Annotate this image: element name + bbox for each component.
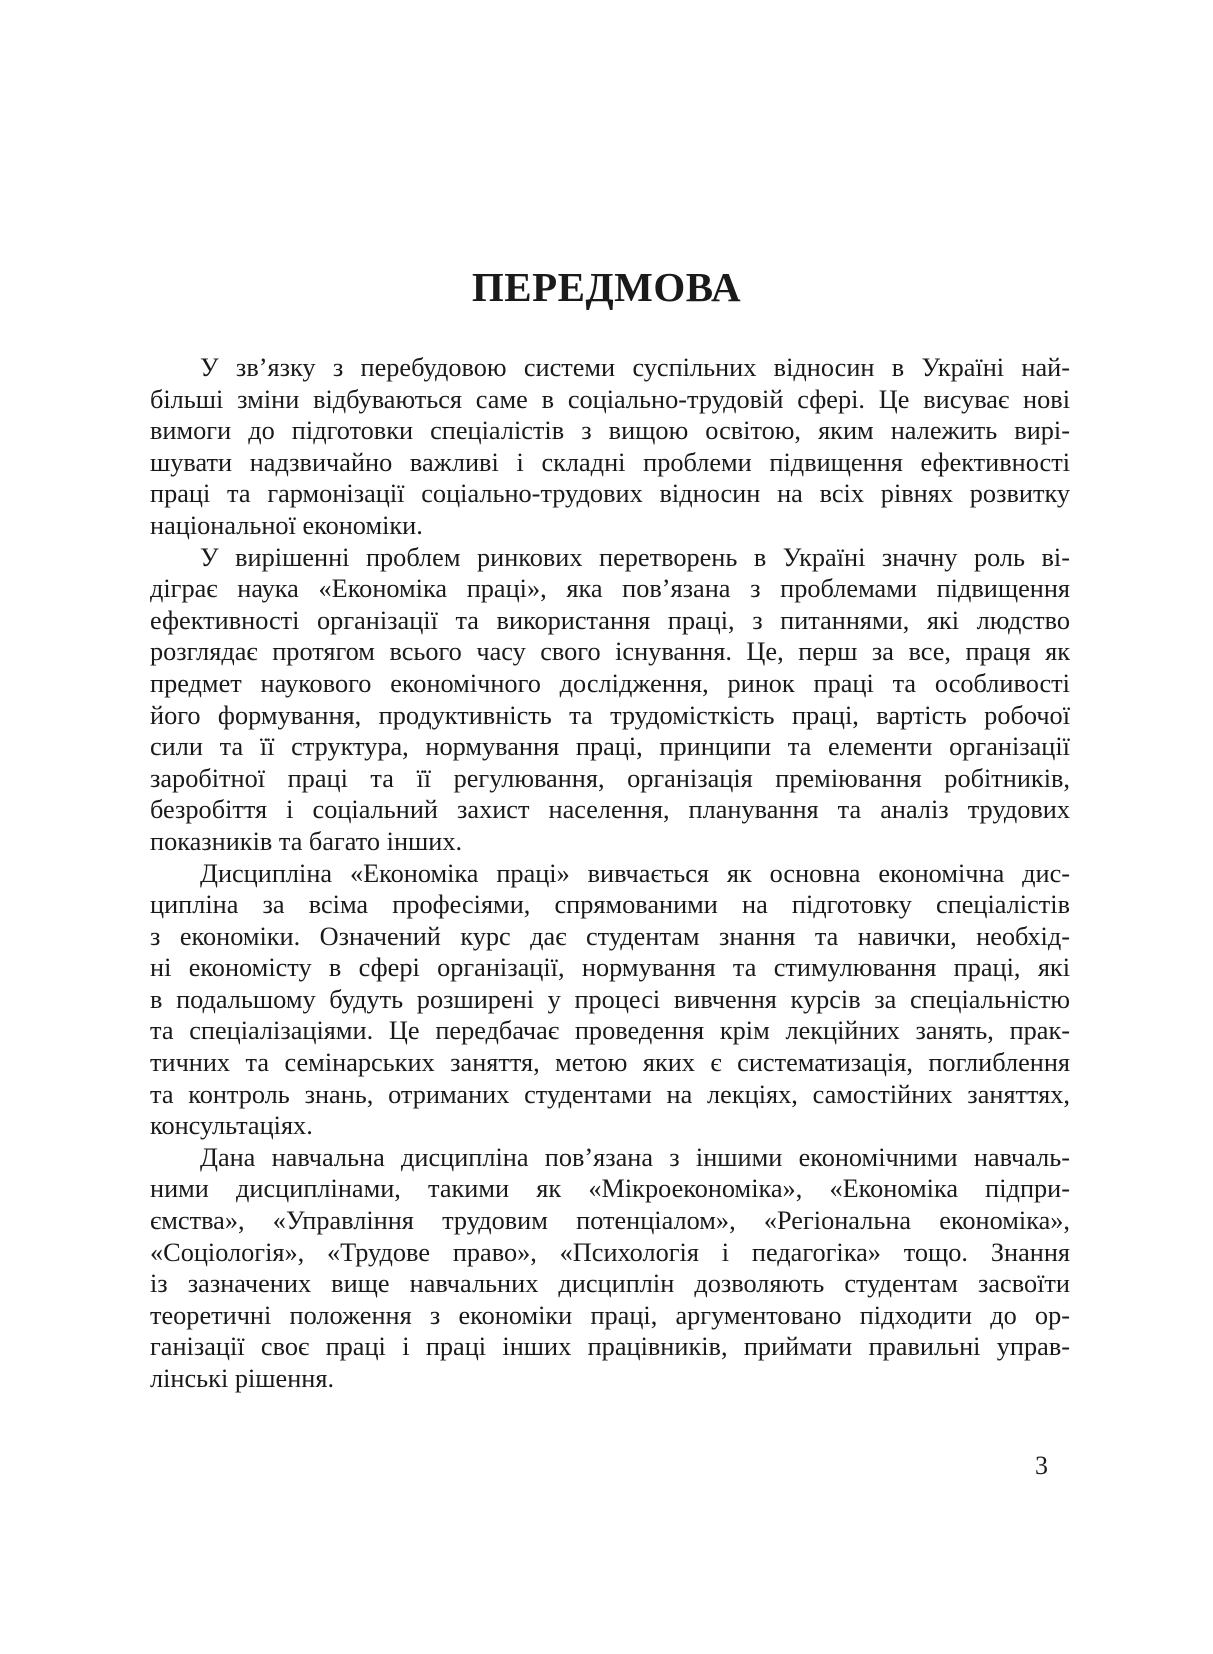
text-line: заробітної праці та її регулювання, організація преміювання робітників, [150, 763, 1070, 793]
text-line: консультаціях. [150, 1111, 313, 1141]
text-line: в подальшому будуть розширені у процесі вивчення курсів за спеціальністю [150, 984, 1070, 1014]
text-line: розглядає протягом всього часу свого існування. Це, перш за все, праця як [150, 637, 1070, 667]
text-line: «Соціологія», «Трудове право», «Психологія і педагогіка» тощо. Знання [150, 1237, 1070, 1267]
text-line: теоретичні положення з економіки праці, аргументовано підходити до ор- [150, 1300, 1070, 1330]
text-line: діграє наука «Економіка праці», яка пов’язана з проблемами підвищення [150, 574, 1070, 604]
preface-body [150, 352, 1070, 1395]
text-line: ємства», «Управління трудовим потенціалом», «Регіональна економіка», [150, 1206, 1070, 1236]
text-line: У зв’язку з перебудовою системи суспільних відносин в Україні най- [200, 353, 1070, 382]
text-line: Дисципліна «Економіка праці» вивчається як основна економічна дис- [200, 858, 1070, 888]
page-number: 3 [1035, 1451, 1048, 1480]
text-line: ганізації своє праці і праці інших працівників, приймати правильні управ- [150, 1332, 1070, 1362]
text-line: його формування, продуктивність та трудомісткість праці, вартість робочої [150, 700, 1070, 730]
text-line: предмет наукового економічного дослідження, ринок праці та особливості [150, 668, 1070, 698]
text-line: ефективності організації та використання праці, з питаннями, які людство [150, 605, 1070, 635]
page-title: ПЕРЕДМОВА [471, 264, 742, 310]
text-line: лінські рішення. [150, 1364, 335, 1393]
text-line: У вирішенні проблем ринкових перетворень в Україні значну роль ві- [200, 542, 1070, 572]
text-line: шувати надзвичайно важливі і складні проблеми підвищення ефективності [150, 447, 1070, 477]
text-line: сили та її структура, нормування праці, принципи та елементи організації [150, 732, 1070, 762]
text-line: ні економісту в сфері організації, нормування та стимулювання праці, які [150, 953, 1070, 983]
text-line: національної економіки. [150, 510, 423, 540]
text-line: ципліна за всіма професіями, спрямованими на підготовку спеціалістів [150, 890, 1070, 920]
text-line: із зазначених вище навчальних дисциплін дозволяють студентам засвоїти [150, 1269, 1070, 1299]
text-line: праці та гармонізації соціально-трудових відносин на всіх рівнях розвитку [150, 479, 1070, 509]
text-line: безробіття і соціальний захист населення, планування та аналіз трудових [150, 795, 1070, 825]
text-line: та контроль знань, отриманих студентами на лекціях, самостійних заняттях, [150, 1079, 1070, 1109]
text-line: тичних та семінарських заняття, метою яких є систематизація, поглиблення [150, 1048, 1070, 1078]
text-line: Дана навчальна дисципліна пов’язана з іншими економічними навчаль- [200, 1142, 1070, 1172]
text-line: показників та багато інших. [150, 826, 463, 856]
text-line: з економіки. Означений курс дає студентам знання та навички, необхід- [150, 921, 1070, 951]
text-line: вимоги до підготовки спеціалістів з вищою освітою, яким належить вирі- [150, 416, 1070, 446]
text-line: та спеціалізаціями. Це передбачає проведення крім лекційних занять, прак- [150, 1016, 1070, 1046]
text-line: ними дисциплінами, такими як «Мікроекономіка», «Економіка підпри- [150, 1174, 1070, 1204]
text-line: більші зміни відбуваються саме в соціально-трудовій сфері. Це висуває нові [150, 384, 1070, 414]
